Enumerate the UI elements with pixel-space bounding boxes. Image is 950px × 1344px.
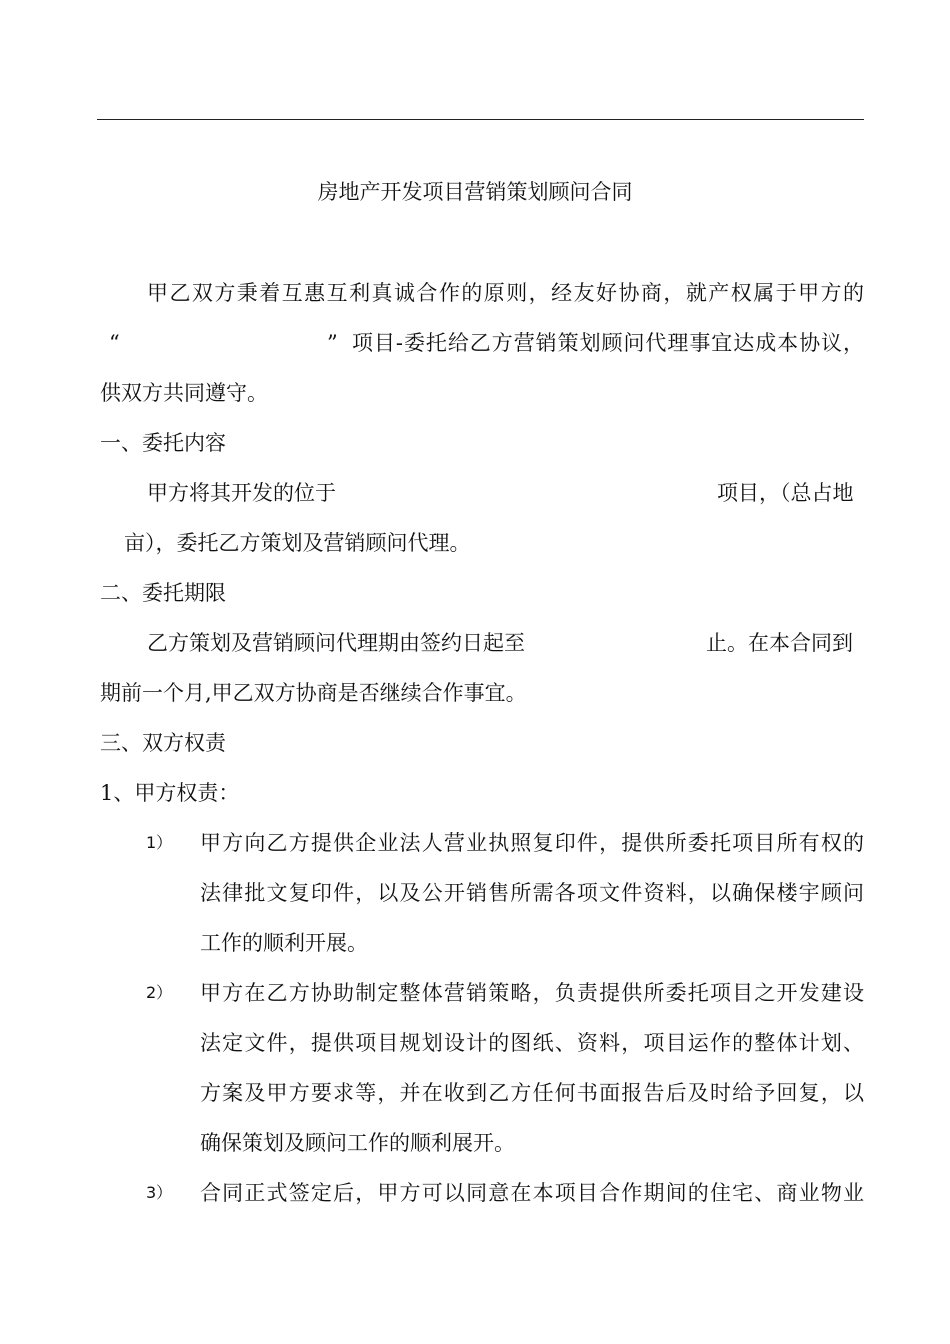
section-1-line-2: 亩），委托乙方策划及营销顾问代理。 xyxy=(124,531,471,555)
intro-line-2: 项目-委托给乙方营销策划顾问代理事宜达成本协议， xyxy=(352,331,864,355)
section-1-line-1-left: 甲方将其开发的位于 xyxy=(147,481,336,505)
section-3-heading: 三、双方权责 xyxy=(100,731,226,755)
section-2-line-1-right: 止。在本合同到 xyxy=(706,631,853,655)
section-2-line-2: 期前一个月,甲乙双方协商是否继续合作事宜。 xyxy=(100,681,527,705)
item-1-line-2: 法律批文复印件，以及公开销售所需各项文件资料，以确保楼宇顾问 xyxy=(200,881,864,905)
intro-open-quote: “ xyxy=(109,331,120,355)
item-2-line-3: 方案及甲方要求等，并在收到乙方任何书面报告后及时给予回复，以 xyxy=(200,1081,864,1105)
item-2-line-4: 确保策划及顾问工作的顺利展开。 xyxy=(200,1131,515,1155)
item-3-number: 3） xyxy=(146,1183,173,1202)
intro-line-3: 供双方共同遵守。 xyxy=(100,381,268,405)
item-2-number: 2） xyxy=(146,983,173,1002)
section-1-line-1-right: 项目，（总占地 xyxy=(717,481,854,505)
item-1-line-1: 甲方向乙方提供企业法人营业执照复印件，提供所委托项目所有权的 xyxy=(200,831,864,855)
section-2-heading: 二、委托期限 xyxy=(100,581,226,605)
item-1-line-3: 工作的顺利开展。 xyxy=(200,931,368,955)
section-2-line-1-left: 乙方策划及营销顾问代理期由签约日起至 xyxy=(147,631,525,655)
item-2-line-1: 甲方在乙方协助制定整体营销策略，负责提供所委托项目之开发建设 xyxy=(200,981,864,1005)
item-1-number: 1） xyxy=(146,833,173,852)
intro-line-1: 甲乙双方秉着互惠互利真诚合作的原则，经友好协商，就产权属于甲方的 xyxy=(147,281,864,305)
item-3-line-1: 合同正式签定后，甲方可以同意在本项目合作期间的住宅、商业物业 xyxy=(200,1181,864,1205)
section-3-sub-1: 1、甲方权责： xyxy=(100,781,240,805)
intro-close-quote: ” xyxy=(327,331,338,355)
item-2-line-2: 法定文件，提供项目规划设计的图纸、资料，项目运作的整体计划、 xyxy=(200,1031,864,1055)
section-1-heading: 一、委托内容 xyxy=(100,431,226,455)
header-rule xyxy=(97,119,864,120)
document-title: 房地产开发项目营销策划顾问合同 xyxy=(317,180,633,204)
